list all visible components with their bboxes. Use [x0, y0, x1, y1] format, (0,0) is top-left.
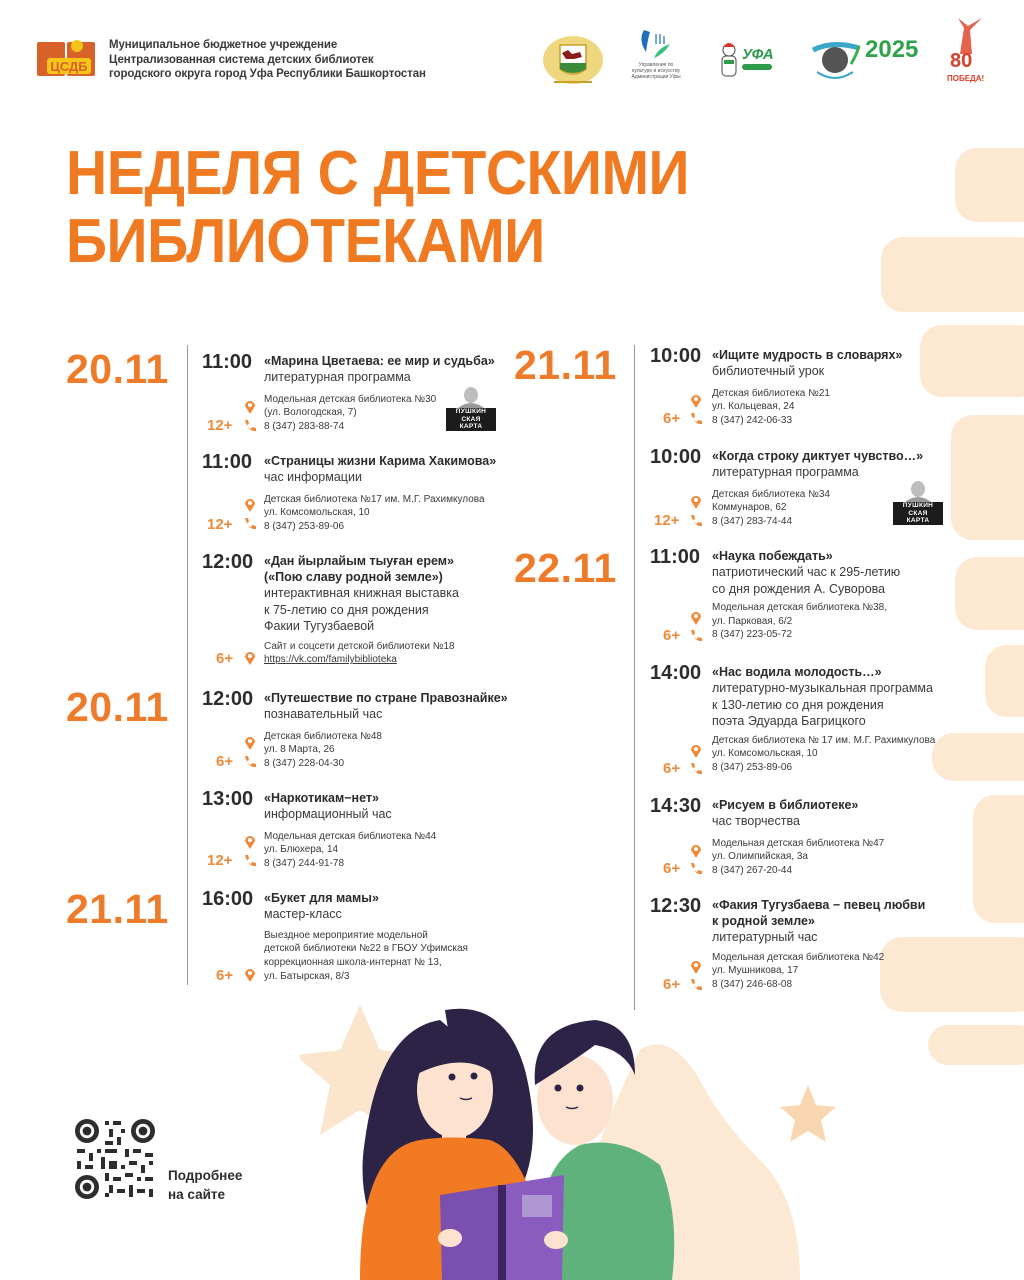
- event-title: «Нас водила молодость…»: [712, 665, 882, 679]
- date-label: 20.11: [66, 684, 169, 730]
- event-venue-line: Выездное мероприятие модельной: [264, 929, 428, 941]
- culture-caption: Управление по: [638, 62, 674, 68]
- age-rating: 6+: [663, 627, 681, 644]
- event-time: 14:00: [650, 662, 702, 684]
- pushkin-card-badge: [446, 386, 496, 432]
- phone-icon: [688, 411, 704, 427]
- event-title: «Путешествие по стране Правознайке»: [264, 691, 508, 705]
- event-type: час творчества: [712, 814, 800, 828]
- age-rating: 6+: [216, 753, 234, 770]
- date-label: 20.11: [66, 346, 169, 392]
- library-address: ул. Батырская, 8/3: [264, 970, 350, 982]
- library-phone[interactable]: 8 (347) 267-20-44: [712, 864, 793, 876]
- library-address: ул. Парковая, 6/2: [712, 615, 793, 627]
- event-location: [264, 640, 554, 667]
- event-type: поэта Эдуарда Багрицкого: [712, 714, 866, 728]
- age-rating: 6+: [663, 760, 681, 777]
- event-title: «Факия Тугузбаева − певец любви: [712, 898, 926, 912]
- library-name: Детская библиотека №17 им. М.Г. Рахимкулова: [264, 493, 485, 505]
- event-time: 12:00: [202, 688, 254, 710]
- event-title: «Когда строку диктует чувство…»: [712, 449, 924, 463]
- deco-block: [928, 1025, 1024, 1065]
- event-time: 13:00: [202, 788, 254, 810]
- library-address: ул. Комсомольская, 10: [712, 748, 818, 760]
- event-time: 10:00: [650, 345, 702, 367]
- title-line: БИБЛИОТЕКАМИ: [66, 207, 545, 276]
- age-rating: 6+: [216, 650, 234, 667]
- people-year-icon: [811, 36, 863, 82]
- location-pin-icon: [242, 735, 258, 751]
- event-type: к 75-летию со дня рождения: [264, 602, 429, 617]
- location-pin-icon: [688, 494, 704, 510]
- csdb-logo-icon: [37, 36, 99, 78]
- event-time: 14:30: [650, 795, 702, 817]
- library-name: Модельная детская библиотека №38,: [712, 602, 887, 613]
- qr-caption: [168, 1166, 242, 1204]
- phone-icon: [688, 861, 704, 877]
- victory-80-logo: [946, 14, 986, 88]
- event-type: литературная программа: [264, 370, 411, 384]
- age-rating: 12+: [207, 417, 233, 434]
- event-title: «Марина Цветаева: ее мир и судьба»: [264, 354, 495, 368]
- victory-sub: ПОБЕДА!: [947, 74, 985, 83]
- ufa-text: УФА: [742, 46, 774, 63]
- phone-icon: [242, 516, 258, 532]
- phone-icon: [688, 513, 704, 529]
- ufa-mascot-logo: [718, 42, 778, 82]
- org-line: Централизованная система детских библиотек: [109, 53, 374, 66]
- age-rating: 6+: [663, 410, 681, 427]
- event-venue-line: коррекционная школа-интернат № 13,: [264, 956, 442, 968]
- event-title: «Наука побеждать»: [712, 549, 833, 563]
- event-location: [264, 830, 554, 871]
- culture-caption: Администрации Уфы: [631, 74, 681, 80]
- pushkin-card-text: КАРТА: [459, 423, 483, 430]
- library-phone[interactable]: 8 (347) 242-06-33: [712, 414, 793, 426]
- library-name: Модельная детская библиотека №44: [264, 830, 437, 842]
- pushkin-portrait-icon: [893, 480, 943, 502]
- timeline-divider: [187, 345, 188, 985]
- library-name: Сайт и соцсети детской библиотеки №18: [264, 640, 455, 652]
- event-title: «Наркотикам−нет»: [264, 791, 379, 805]
- age-rating: 6+: [216, 967, 234, 984]
- event-type: познавательный час: [264, 707, 383, 721]
- event-type: мастер-класс: [264, 907, 342, 921]
- event-title: «Ищите мудрость в словарях»: [712, 348, 903, 362]
- phone-icon: [688, 628, 704, 644]
- mascot-icon: [718, 42, 740, 80]
- library-phone[interactable]: 8 (347) 246-68-08: [712, 978, 793, 990]
- event-type: интерактивная книжная выставка: [264, 586, 459, 600]
- header: [0, 0, 1024, 110]
- event-title: («Пою славу родной земле»): [264, 570, 443, 584]
- event-location: [712, 601, 1002, 642]
- library-address: (ул. Вологодская, 7): [264, 407, 357, 419]
- event-venue-line: детской библиотеки №22 в ГБОУ Уфимская: [264, 943, 468, 955]
- children-reading-illustration: [300, 990, 900, 1280]
- qr-caption-line: Подробнее: [168, 1168, 243, 1183]
- event-location: [712, 951, 1002, 992]
- library-phone[interactable]: 8 (347) 244-91-78: [264, 857, 345, 869]
- date-label: 22.11: [514, 545, 617, 591]
- location-pin-icon: [688, 843, 704, 859]
- library-address: ул. 8 Марта, 26: [264, 744, 335, 756]
- library-name: Модельная детская библиотека №42: [712, 951, 885, 963]
- org-line: Муниципальное бюджетное учреждение: [109, 39, 338, 51]
- event-time: 16:00: [202, 888, 254, 910]
- library-address: ул. Мушникова, 17: [712, 965, 799, 977]
- ufa-coat-of-arms-icon: [540, 33, 606, 88]
- page-title: [66, 140, 689, 276]
- library-phone[interactable]: 8 (347) 253-89-06: [264, 520, 345, 532]
- year-text: 2025: [865, 36, 919, 63]
- library-phone[interactable]: 8 (347) 283-74-44: [712, 515, 793, 527]
- library-address: Коммунаров, 62: [712, 502, 787, 514]
- org-name: [109, 38, 426, 82]
- age-rating: 12+: [654, 512, 680, 529]
- library-phone[interactable]: 8 (347) 253-89-06: [712, 761, 793, 773]
- phone-icon: [242, 418, 258, 434]
- event-time: 11:00: [202, 451, 253, 473]
- event-type: Факии Тугузбаевой: [264, 619, 375, 633]
- victory-number: 80: [950, 50, 973, 72]
- location-pin-icon: [242, 834, 258, 850]
- library-address: ул. Кольцевая, 24: [712, 401, 795, 413]
- library-address: ул. Блюхера, 14: [264, 844, 339, 856]
- qr-code[interactable]: [73, 1117, 157, 1201]
- event-title: «Букет для мамы»: [264, 891, 379, 905]
- library-address: ул. Комсомольская, 10: [264, 507, 370, 519]
- event-type: библиотечный урок: [712, 364, 825, 378]
- deco-block: [955, 148, 1024, 222]
- pushkin-card-text: СКАЯ: [461, 415, 481, 423]
- event-location: [712, 387, 1002, 428]
- phone-icon: [688, 761, 704, 777]
- event-location: [712, 837, 1002, 878]
- pushkin-card-text: СКАЯ: [908, 509, 928, 517]
- event-title: «Страницы жизни Карима Хакимова»: [264, 454, 497, 468]
- title-line: НЕДЕЛЯ С ДЕТСКИМИ: [66, 139, 690, 208]
- library-phone[interactable]: 8 (347) 228-04-30: [264, 757, 345, 769]
- event-location: [264, 929, 554, 984]
- event-type: литературно-музыкальная программа: [712, 681, 933, 695]
- location-pin-icon: [688, 959, 704, 975]
- timeline-divider: [634, 345, 635, 1010]
- library-name: Детская библиотека №48: [264, 730, 382, 742]
- culture-swoosh-icon: [636, 28, 676, 62]
- library-name: Детская библиотека №34: [712, 488, 830, 500]
- org-line: городского округа город Уфа Республики Башкортостан: [109, 68, 426, 80]
- event-type: к 130-летию со дня рождения: [712, 697, 884, 712]
- phone-icon: [242, 754, 258, 770]
- library-name: Модельная детская библиотека №47: [712, 837, 885, 849]
- svg-text:ЦСДБ: ЦСДБ: [50, 59, 88, 74]
- event-type: со дня рождения А. Суворова: [712, 581, 886, 596]
- location-pin-icon: [688, 743, 704, 759]
- location-pin-icon: [688, 393, 704, 409]
- year-2025-logo: [811, 34, 926, 84]
- library-name: Детская библиотека № 17 им. М.Г. Рахимкулова: [712, 734, 936, 746]
- qr-caption-line: на сайте: [168, 1187, 226, 1202]
- library-phone[interactable]: 8 (347) 283-88-74: [264, 420, 345, 432]
- event-time: 11:00: [650, 546, 701, 568]
- event-type: патриотический час к 295-летию: [712, 565, 901, 579]
- culture-department-logo: [621, 28, 691, 90]
- event-title: «Рисуем в библиотеке»: [712, 798, 859, 812]
- location-pin-icon: [242, 967, 258, 983]
- event-time: 12:30: [650, 895, 702, 917]
- event-type: час информации: [264, 470, 362, 484]
- event-location: [712, 734, 1002, 775]
- location-pin-icon: [242, 650, 258, 666]
- event-type: литературная программа: [712, 465, 859, 479]
- pushkin-card-text: КАРТА: [906, 517, 930, 524]
- age-rating: 12+: [207, 852, 233, 869]
- event-time: 11:00: [202, 351, 253, 373]
- event-time: 12:00: [202, 551, 254, 573]
- age-rating: 6+: [663, 860, 681, 877]
- pushkin-card-badge: [893, 480, 943, 526]
- library-address: ул. Олимпийская, 3а: [712, 851, 808, 863]
- culture-caption: культуре и искусству: [631, 68, 680, 74]
- location-pin-icon: [242, 497, 258, 513]
- event-location: [712, 488, 1002, 529]
- library-name: Детская библиотека №21: [712, 387, 830, 399]
- location-pin-icon: [242, 399, 258, 415]
- event-location: [264, 730, 554, 771]
- deco-block: [881, 237, 1024, 312]
- vk-link[interactable]: https://vk.com/familybiblioteka: [264, 654, 397, 666]
- event-type: литературный час: [712, 930, 818, 944]
- pushkin-card-text: ПУШКИН: [455, 408, 487, 415]
- event-location: [264, 493, 554, 534]
- pushkin-portrait-icon: [446, 386, 496, 408]
- phone-icon: [242, 853, 258, 869]
- age-rating: 6+: [663, 976, 681, 993]
- age-rating: 12+: [207, 516, 233, 533]
- event-location: [264, 393, 554, 434]
- event-type: информационный час: [264, 807, 392, 821]
- date-label: 21.11: [514, 342, 617, 388]
- motherland-statue-icon: [946, 14, 986, 54]
- library-name: Модельная детская библиотека №30: [264, 393, 437, 405]
- location-pin-icon: [688, 610, 704, 626]
- event-title: «Дан йырлайым тыуған ерем»: [264, 554, 454, 568]
- event-title: к родной земле»: [712, 914, 815, 928]
- event-time: 10:00: [650, 446, 702, 468]
- date-label: 21.11: [66, 886, 169, 932]
- library-phone[interactable]: 8 (347) 223-05-72: [712, 629, 793, 641]
- pushkin-card-text: ПУШКИН: [902, 502, 934, 509]
